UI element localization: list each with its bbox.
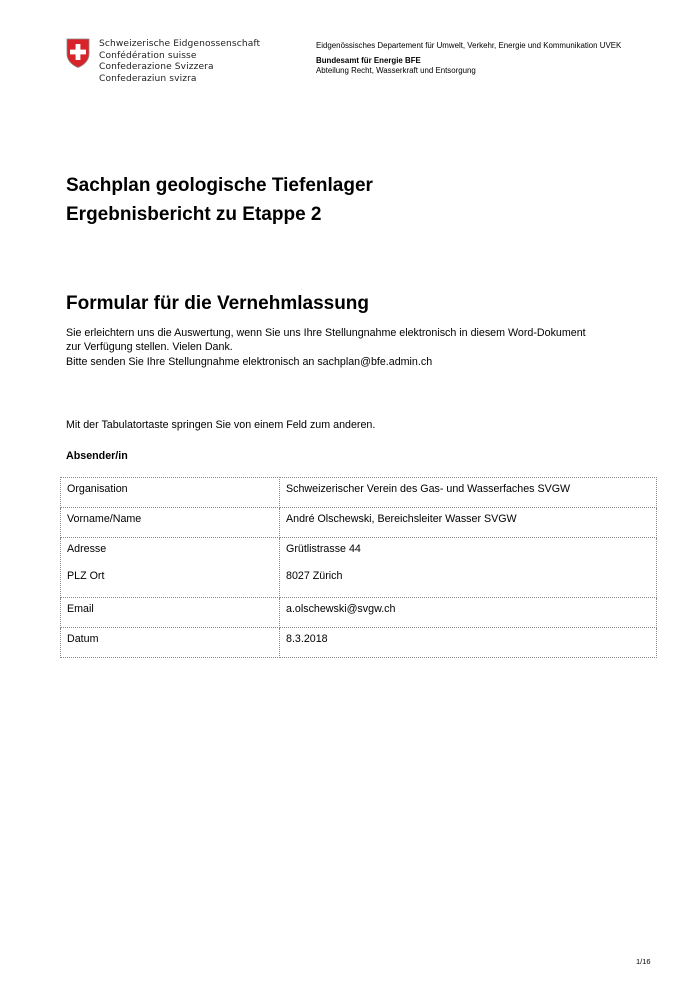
address-label-cell — [61, 538, 280, 598]
page-number: 1/16 — [636, 957, 651, 966]
intro-line-2: zur Verfügung stellen. Vielen Dank. — [66, 341, 233, 354]
form-title: Formular für die Vernehmlassung — [66, 293, 370, 314]
title-line-2: Ergebnisbericht zu Etappe 2 — [66, 204, 322, 225]
table-row — [61, 478, 657, 508]
date-label: Datum — [61, 628, 280, 658]
tab-hint: Mit der Tabulatortaste springen Sie von einem Feld zum anderen. — [66, 419, 376, 431]
organisation-label: Organisation — [61, 478, 280, 508]
document-title — [66, 171, 373, 229]
confederation-line-fr: Confédération suisse — [99, 50, 197, 61]
date-field[interactable]: 8.3.2018 — [280, 628, 657, 658]
intro-line-1: Sie erleichtern uns die Auswertung, wenn Sie uns Ihre Stellungnahme elektronisch in diesem Word-Dokument — [66, 327, 586, 339]
confederation-line-rm: Confederaziun svizra — [99, 73, 197, 84]
table-row — [61, 598, 657, 628]
email-field[interactable]: a.olschewski@svgw.ch — [280, 598, 657, 628]
swiss-coat-of-arms-icon — [66, 38, 90, 73]
sender-heading: Absender/in — [66, 450, 128, 462]
plz-field[interactable]: 8027 Zürich — [286, 570, 343, 582]
address-label: Adresse — [67, 543, 107, 555]
department-header — [316, 41, 621, 76]
sender-table — [60, 477, 657, 658]
table-row — [61, 508, 657, 538]
name-field[interactable]: André Olschewski, Bereichsleiter Wasser SVGW — [280, 508, 657, 538]
intro-text — [66, 326, 586, 369]
confederation-line-de: Schweizerische Eidgenossenschaft — [99, 39, 261, 49]
confederation-wordmark — [99, 39, 260, 85]
division-name: Abteilung Recht, Wasserkraft und Entsorgung — [316, 66, 476, 75]
address-field[interactable]: Grütlistrasse 44 — [286, 543, 361, 555]
title-line-1: Sachplan geologische Tiefenlager — [66, 175, 373, 196]
office-name: Bundesamt für Energie BFE — [316, 56, 421, 65]
table-row — [61, 628, 657, 658]
department-name: Eidgenössisches Departement für Umwelt, Verkehr, Energie und Kommunikation UVEK — [316, 41, 622, 50]
organisation-field[interactable]: Schweizerischer Verein des Gas- und Wasserfaches SVGW — [280, 478, 657, 508]
table-row — [61, 538, 657, 598]
confederation-line-it: Confederazione Svizzera — [99, 62, 214, 73]
email-label: Email — [61, 598, 280, 628]
intro-line-3: Bitte senden Sie Ihre Stellungnahme elektronisch an sachplan@bfe.admin.ch — [66, 355, 433, 368]
plz-label: PLZ Ort — [67, 570, 105, 582]
name-label: Vorname/Name — [61, 508, 280, 538]
address-cell — [280, 538, 657, 598]
